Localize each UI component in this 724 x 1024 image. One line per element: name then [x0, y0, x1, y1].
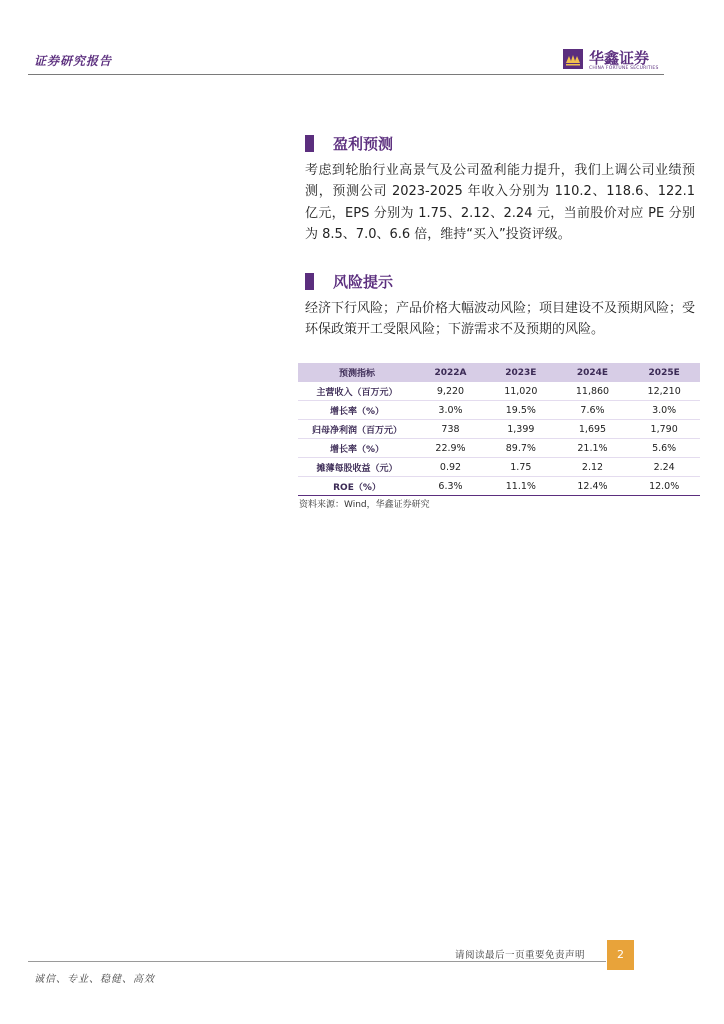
table-cell: 7.6%: [557, 401, 629, 420]
table-cell: 1,695: [557, 420, 629, 439]
table-cell: 9,220: [416, 382, 485, 401]
table-cell: 0.92: [416, 458, 485, 477]
row-label: 增长率（%）: [298, 439, 416, 458]
table-cell: 1,399: [485, 420, 557, 439]
table-header-cell: 预测指标: [298, 363, 416, 382]
table-cell: 12.4%: [557, 477, 629, 496]
table-cell: 5.6%: [628, 439, 700, 458]
row-label: ROE（%）: [298, 477, 416, 496]
section-marker: [305, 135, 314, 152]
table-cell: 3.0%: [416, 401, 485, 420]
table-row: [298, 439, 700, 458]
table-cell: 738: [416, 420, 485, 439]
table-cell: 21.1%: [557, 439, 629, 458]
table-cell: 1.75: [485, 458, 557, 477]
table-header-cell: 2025E: [628, 363, 700, 382]
footer-divider: [28, 961, 606, 962]
table-header-cell: 2022A: [416, 363, 485, 382]
disclaimer-note: 请阅读最后一页重要免责声明: [455, 950, 586, 961]
table-cell: 6.3%: [416, 477, 485, 496]
table-cell: 89.7%: [485, 439, 557, 458]
row-label: 增长率（%）: [298, 401, 416, 420]
table-row: [298, 420, 700, 439]
table-source-note: 资料来源：Wind，华鑫证券研究: [299, 500, 430, 510]
table-row: [298, 477, 700, 496]
row-label: 主营收入（百万元）: [298, 382, 416, 401]
table-row: [298, 458, 700, 477]
forecast-table: [298, 363, 700, 496]
profit-forecast-paragraph: 考虑到轮胎行业高景气及公司盈利能力提升，我们上调公司业绩预测，预测公司 2023-2025 年收入分别为 110.2、118.6、122.1 亿元，EPS 分别为 1.75、2.12、2.24 元，当前股价对应 PE 分别为 8.5、7.0、6.6 倍，维持“买入”投资评级。: [305, 163, 695, 242]
company-logo: [563, 47, 663, 73]
table-cell: 2.24: [628, 458, 700, 477]
table-header-cell: 2023E: [485, 363, 557, 382]
table-cell: 11,860: [557, 382, 629, 401]
page-number: 2: [607, 940, 634, 970]
risk-paragraph: 经济下行风险；产品价格大幅波动风险；项目建设不及预期风险；受环保政策开工受限风险；下游需求不及预期的风险。: [305, 301, 696, 338]
table-header-cell: 2024E: [557, 363, 629, 382]
logo-mark-icon: [563, 49, 583, 69]
section-title: 盈利预测: [333, 135, 394, 153]
table-cell: 11.1%: [485, 477, 557, 496]
row-label: 摊薄每股收益（元）: [298, 458, 416, 477]
table-cell: 19.5%: [485, 401, 557, 420]
footer-slogan: 诚信、专业、稳健、高效: [34, 974, 155, 985]
table-cell: 2.12: [557, 458, 629, 477]
row-label: 归母净利润（百万元）: [298, 420, 416, 439]
table-cell: 12.0%: [628, 477, 700, 496]
table-cell: 12,210: [628, 382, 700, 401]
header-divider: [28, 74, 664, 75]
table-cell: 22.9%: [416, 439, 485, 458]
table-cell: 11,020: [485, 382, 557, 401]
table-row: [298, 401, 700, 420]
logo-text-cn: 华鑫证券: [589, 49, 650, 67]
table-cell: 3.0%: [628, 401, 700, 420]
table-cell: 1,790: [628, 420, 700, 439]
table-header-row: [298, 363, 700, 382]
section-title: 风险提示: [333, 273, 394, 291]
table-row: [298, 382, 700, 401]
logo-text-en: CHINA FORTUNE SECURITIES: [589, 66, 659, 71]
report-type-label: 证券研究报告: [34, 54, 113, 68]
section-marker: [305, 273, 314, 290]
